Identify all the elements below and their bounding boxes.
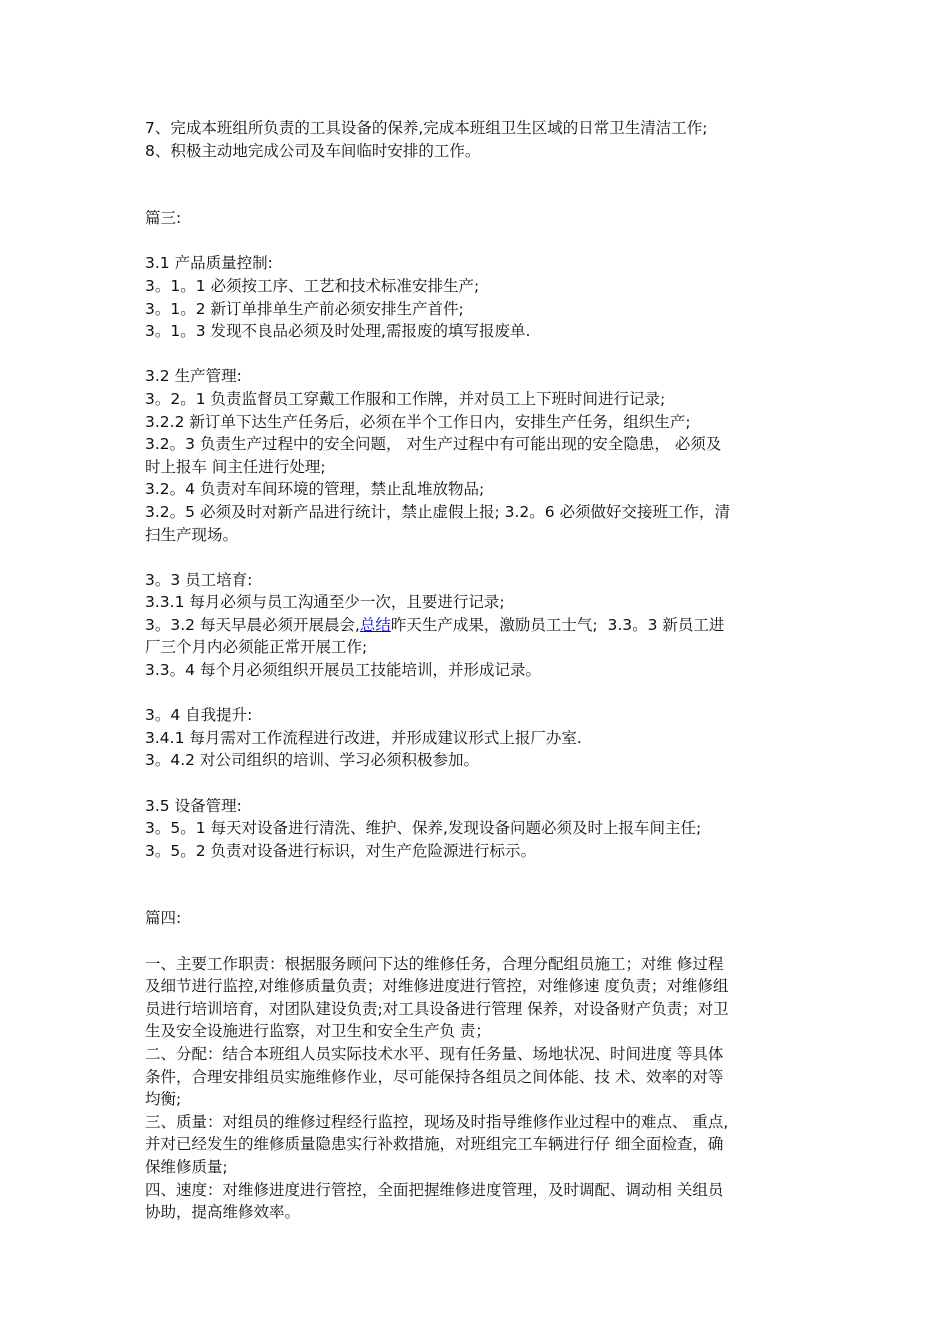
text-run: 3。3.2 每天早晨必须开展晨会, — [145, 615, 360, 634]
list-item: 3.2.2 新订单下达生产任务后，必须在半个工作日内，安排生产任务，组织生产; — [145, 412, 691, 431]
list-item: 3。2。1 负责监督员工穿戴工作服和工作牌，并对员工上下班时间进行记录; — [145, 389, 666, 408]
paragraph-line: 均衡; — [145, 1090, 182, 1109]
list-item: 3.2。5 必须及时对新产品进行统计，禁止虚假上报; 3.2。6 必须做好交接班工作，清 — [145, 502, 731, 521]
list-item: 3。4.2 对公司组织的培训、学习必须积极参加。 — [145, 751, 479, 770]
paragraph-line: 生及安全设施进行监察，对卫生和安全生产负 责； — [145, 1022, 491, 1041]
subsection-title: 3.1 产品质量控制: — [145, 254, 273, 273]
paragraph-line: 并对已经发生的维修质量隐患实行补救措施，对班组完工车辆进行仔 细全面检查，确 — [145, 1135, 724, 1154]
section-heading: 篇三: — [145, 209, 182, 228]
list-item: 8、积极主动地完成公司及车间临时安排的工作。 — [145, 141, 481, 160]
summary-link[interactable]: 总结 — [359, 615, 391, 634]
list-item: 3。5。2 负责对设备进行标识，对生产危险源进行标示。 — [145, 841, 537, 860]
paragraph-line: 协助，提高维修效率。 — [145, 1203, 301, 1222]
document-body — [145, 117, 815, 1224]
subsection-title: 3.2 生产管理: — [145, 367, 242, 386]
paragraph-line: 四、速度：对维修进度进行管控，全面把握维修进度管理，及时调配、调动相 关组员 — [145, 1180, 724, 1199]
list-item: 3.3。4 每个月必须组织开展员工技能培训，并形成记录。 — [145, 661, 541, 680]
list-item — [145, 614, 815, 637]
section-heading: 篇四: — [145, 909, 182, 928]
list-item: 7、完成本班组所负责的工具设备的保养,完成本班组卫生区域的日常卫生清洁工作; — [145, 119, 708, 137]
list-item: 时上报车 间主任进行处理; — [145, 457, 326, 476]
paragraph-line: 及细节进行监控,对维修质量负责；对维修进度进行管控，对维修速 度负责；对维修组 — [145, 977, 729, 996]
list-item: 厂三个月内必须能正常开展工作; — [145, 638, 368, 657]
list-item: 3。1。3 发现不良品必须及时处理,需报废的填写报废单. — [145, 322, 531, 341]
list-item: 3.2。3 负责生产过程中的安全问题， 对生产过程中有可能出现的安全隐患， 必须及 — [145, 435, 722, 454]
paragraph-line: 保维修质量; — [145, 1157, 228, 1176]
subsection-title: 3。4 自我提升: — [145, 706, 253, 725]
list-item: 3。5。1 每天对设备进行清洗、维护、保养,发现设备问题必须及时上报车间主任; — [145, 819, 702, 838]
text-run: 昨天生产成果，激励员工士气; 3.3。3 新员工进 — [390, 615, 725, 634]
subsection-title: 3。3 员工培育: — [145, 570, 253, 589]
list-item: 3.4.1 每月需对工作流程进行改进，并形成建议形式上报厂办室. — [145, 728, 582, 747]
list-item: 3。1。2 新订单排单生产前必须安排生产首件; — [145, 299, 464, 318]
paragraph-line: 员进行培训培育，对团队建设负责;对工具设备进行管理 保养，对设备财产负责；对卫 — [145, 999, 729, 1018]
paragraph-line: 二、分配：结合本班组人员实际技术水平、现有任务量、场地状况、时间进度 等具体 — [145, 1044, 724, 1063]
list-item: 3.3.1 每月必须与员工沟通至少一次，且要进行记录; — [145, 593, 505, 612]
list-item: 3.2。4 负责对车间环境的管理，禁止乱堆放物品; — [145, 480, 485, 499]
list-item: 扫生产现场。 — [145, 525, 239, 544]
paragraph-line: 三、质量：对组员的维修过程经行监控，现场及时指导维修作业过程中的难点、 重点, — [145, 1112, 729, 1131]
paragraph-line: 条件，合理安排组员实施维修作业，尽可能保持各组员之间体能、技 术、效率的对等 — [145, 1067, 724, 1086]
subsection-title: 3.5 设备管理: — [145, 796, 242, 815]
paragraph-line: 一、主要工作职责：根据服务顾问下达的维修任务，合理分配组员施工；对维 修过程 — [145, 954, 724, 973]
list-item: 3。1。1 必须按工序、工艺和技术标准安排生产; — [145, 276, 480, 295]
